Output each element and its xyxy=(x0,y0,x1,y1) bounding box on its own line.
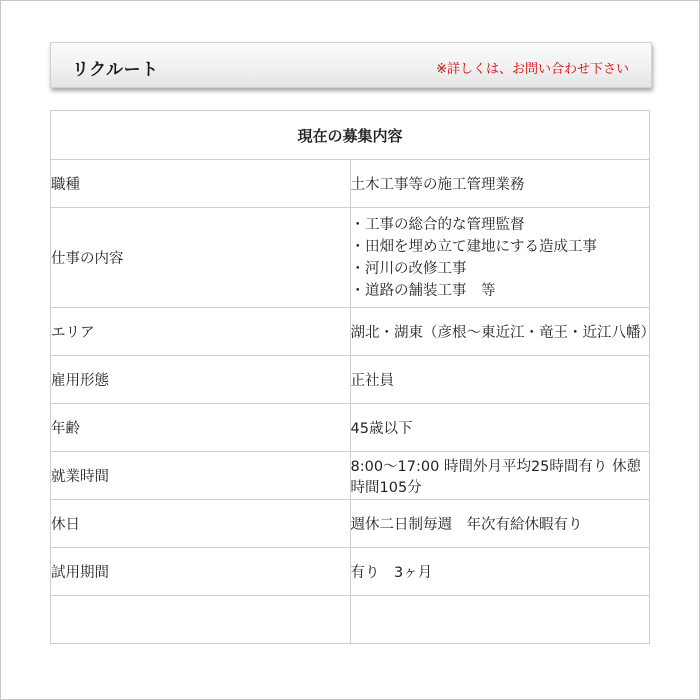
table-title: 現在の募集内容 xyxy=(51,111,650,160)
duty-item: ・道路の舗装工事 等 xyxy=(350,282,496,299)
table-row xyxy=(51,356,650,404)
table-row xyxy=(51,500,650,548)
row-label-probation: 試用期間 xyxy=(51,548,351,596)
row-value-job-type: 土木工事等の施工管理業務 xyxy=(350,160,650,208)
table-row xyxy=(51,308,650,356)
table-row xyxy=(51,548,650,596)
table-row-empty xyxy=(51,596,650,644)
table-title-row xyxy=(51,111,650,160)
duties-list xyxy=(351,214,650,302)
recruit-header-bar xyxy=(50,42,652,88)
row-value-empty xyxy=(350,596,650,644)
table-row xyxy=(51,160,650,208)
section-title: リクルート xyxy=(72,60,159,80)
duty-item: ・田畑を埋め立て建地にする造成工事 xyxy=(350,238,597,255)
row-value-age: 45歳以下 xyxy=(350,404,650,452)
row-value-probation: 有り 3ヶ月 xyxy=(350,548,650,596)
row-label-job-type: 職種 xyxy=(51,160,351,208)
recruitment-table xyxy=(50,110,655,644)
row-label-holidays: 休日 xyxy=(51,500,351,548)
row-label-job-description: 仕事の内容 xyxy=(51,208,351,308)
row-value-employment-type: 正社員 xyxy=(350,356,650,404)
table-row xyxy=(51,208,650,308)
row-label-empty xyxy=(51,596,351,644)
row-value-holidays: 週休二日制毎週 年次有給休暇有り xyxy=(350,500,650,548)
duty-item: ・工事の総合的な管理監督 xyxy=(350,216,525,233)
table-row xyxy=(51,452,650,500)
table-row xyxy=(51,404,650,452)
row-label-age: 年齢 xyxy=(51,404,351,452)
row-label-area: エリア xyxy=(51,308,351,356)
row-label-working-hours: 就業時間 xyxy=(51,452,351,500)
row-value-job-description xyxy=(350,208,650,308)
row-value-area: 湖北・湖東（彦根～東近江・竜王・近江八幡） xyxy=(350,308,650,356)
contact-note: ※詳しくは、お問い合わせ下さい xyxy=(436,62,629,77)
row-value-working-hours: 8:00～17:00 時間外月平均25時間有り 休憩時間105分 xyxy=(350,452,650,500)
row-label-employment-type: 雇用形態 xyxy=(51,356,351,404)
duty-item: ・河川の改修工事 xyxy=(350,260,467,277)
